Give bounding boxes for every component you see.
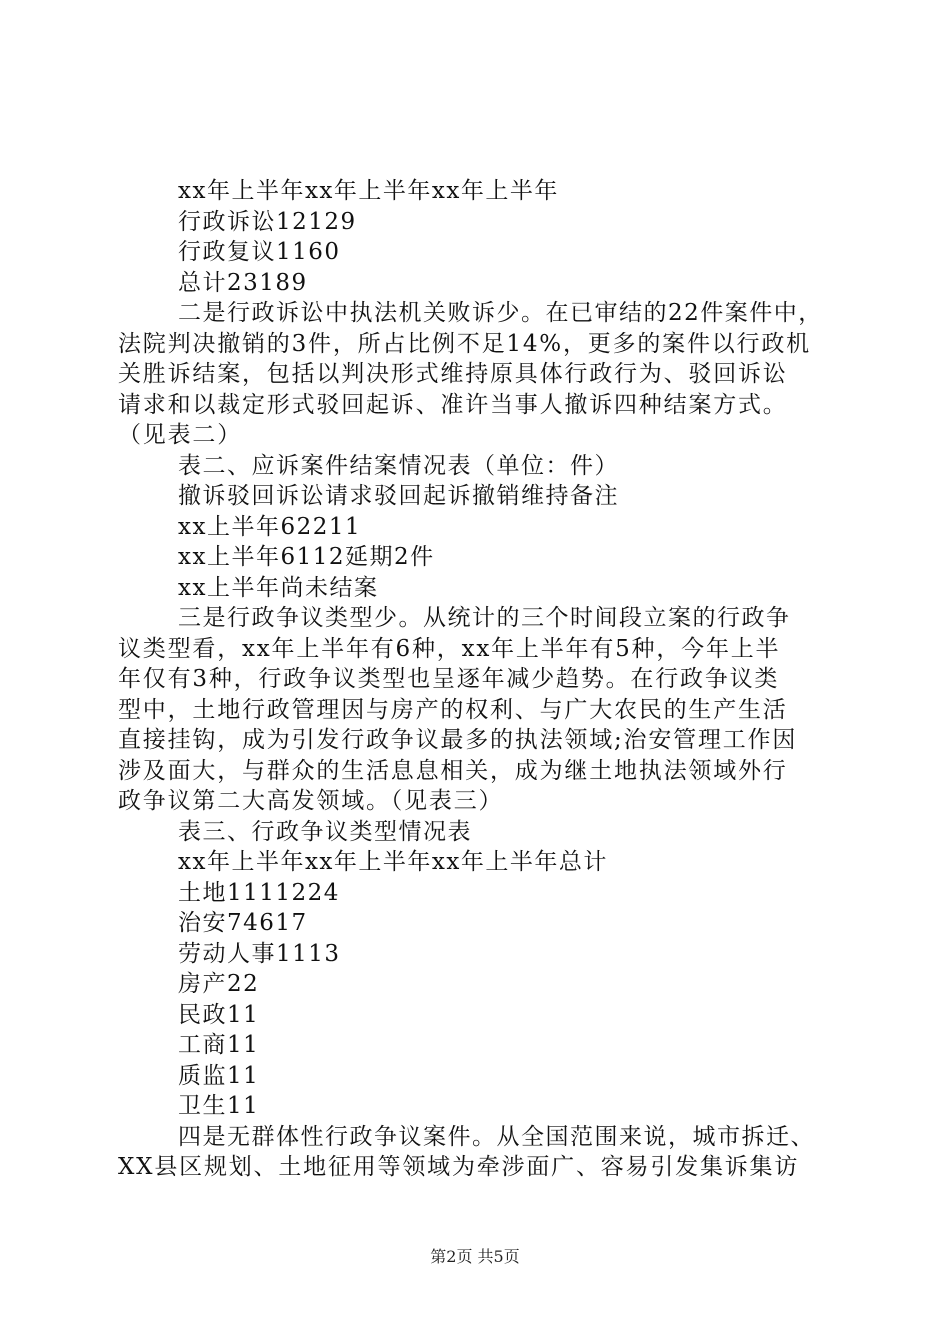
text-line: 直接挂钩，成为引发行政争议最多的执法领域;治安管理工作因 [118,727,798,753]
text-line: 治安74617 [178,910,308,936]
text-line: 请求和以裁定形式驳回起诉、准许当事人撤诉四种结案方式。 [118,391,788,418]
text-line: 政争议第二大高发领域。（见表三） [118,788,504,814]
text-line: xx上半年尚未结案 [178,574,379,601]
text-line: 行政诉讼12129 [178,208,357,235]
text-line: 法院判决撤销的3件，所占比例不足14%，更多的案件以行政机 [118,330,811,357]
text-line: 二是行政诉讼中执法机关败诉少。在已审结的22件案件中， [178,300,823,326]
text-line: 劳动人事1113 [178,940,341,967]
text-line: 土地1111224 [178,879,340,906]
text-line: 四是无群体性行政争议案件。从全国范围来说，城市拆迁、 [178,1123,815,1150]
document-body [118,176,838,1183]
page-number-label: 第2页 共5页 [430,1247,520,1266]
text-line: 民政11 [178,1001,260,1028]
text-line: （见表二） [118,422,242,448]
text-line: XX县区规划、土地征用等领域为牵涉面广、容易引发集诉集访 [118,1154,800,1180]
text-line: xx年上半年xx年上半年xx年上半年总计 [178,849,608,875]
text-line: 涉及面大，与群众的生活息息相关，成为继土地执法领域外行 [118,757,788,784]
text-line: 卫生11 [178,1093,260,1119]
text-line: 表二、应诉案件结案情况表（单位：件） [178,452,619,479]
text-line: 撤诉驳回诉讼请求驳回起诉撤销维持备注 [178,483,619,509]
text-line: 议类型看，xx年上半年有6种，xx年上半年有5种，今年上半 [118,635,781,662]
text-line: xx年上半年xx年上半年xx年上半年 [178,178,559,204]
text-line: 表三、行政争议类型情况表 [178,818,472,845]
text-line: 行政复议1160 [178,239,341,265]
text-line: 质监11 [178,1062,260,1089]
text-line: 年仅有3种，行政争议类型也呈逐年减少趋势。在行政争议类 [118,666,780,692]
text-line: 三是行政争议类型少。从统计的三个时间段立案的行政争 [178,605,791,631]
text-line: xx上半年62211 [178,513,362,540]
text-line: 关胜诉结案，包括以判决形式维持原具体行政行为、驳回诉讼 [118,361,788,387]
text-line: 型中，土地行政管理因与房产的权利、与广大农民的生产生活 [118,696,788,723]
page-footer [0,1244,950,1267]
text-line: 房产22 [178,971,260,997]
text-line: xx上半年6112延期2件 [178,544,435,570]
text-line: 总计23189 [178,269,308,296]
text-line: 工商11 [178,1032,260,1058]
